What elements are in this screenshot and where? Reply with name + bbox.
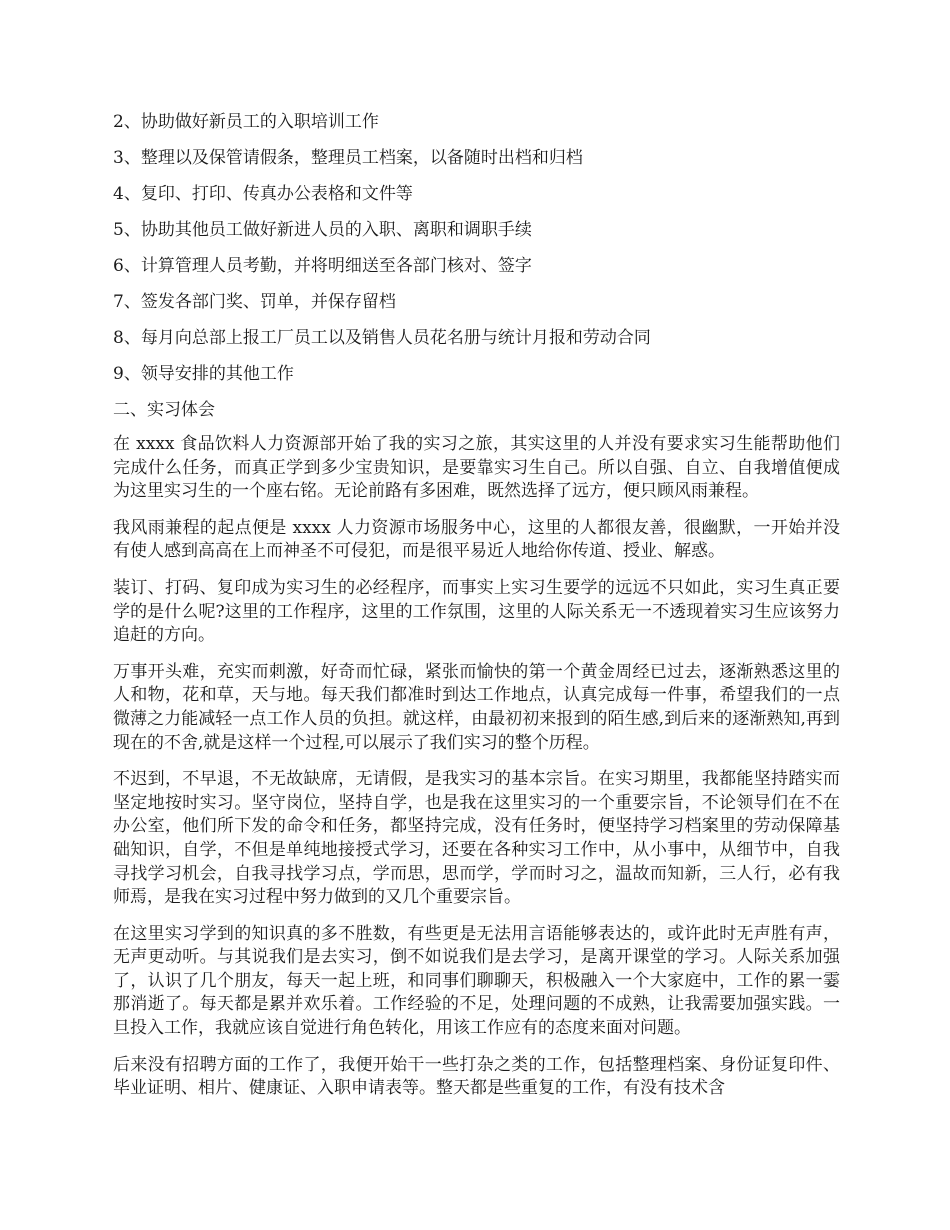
paragraph: 不迟到，不早退，不无故缺席，无请假，是我实习的基本宗旨。在实习期里，我都能坚持踏实而坚定地按时实习。坚守岗位，坚持自学，也是我在这里实习的一个重要宗旨，不论领导们在不在办公室，他们所下发的命令和任务，都坚持完成，没有任务时，便坚持学习档案里的劳动保障基础知识，自学，不但是单纯地接授式学习，还要在各种实习工作中，从小事中，从细节中，自我寻找学习机会，自我寻找学习点，学而思，思而学，学而时习之，温故而知新，三人行，必有我师焉，是我在实习过程中努力做到的又几个重要宗旨。 [113,769,840,908]
list-item: 3、整理以及保管请假条，整理员工档案，以备随时出档和归档 [113,148,583,168]
paragraph: 装订、打码、复印成为实习生的必经程序，而事实上实习生要学的远远不只如此，实习生真正要学的是什么呢?这里的工作程序，这里的工作氛围，这里的人际关系无一不透现着实习生应该努力追赶的方向。 [113,577,840,646]
section-heading: 二、实习体会 [113,400,215,420]
list-item: 7、签发各部门奖、罚单，并保存留档 [113,292,396,312]
paragraph: 万事开头难，充实而刺激，好奇而忙碌，紧张而愉快的第一个黄金周经已过去，逐渐熟悉这里的人和物，花和草，天与地。每天我们都准时到达工作地点，认真完成每一件事，希望我们的一点微薄之力能减轻一点工作人员的负担。就这样，由最初初来报到的陌生感,到后来的逐渐熟知,再到现在的不舍,就是这样一个过程,可以展示了我们实习的整个历程。 [113,661,840,753]
paragraph: 后来没有招聘方面的工作了，我便开始干一些打杂之类的工作，包括整理档案、身份证复印件、毕业证明、相片、健康证、入职申请表等。整天都是些重复的工作，有没有技术含 [113,1054,840,1099]
list-item: 2、协助做好新员工的入职培训工作 [113,112,379,132]
list-item: 9、领导安排的其他工作 [113,364,294,384]
paragraph: 在这里实习学到的知识真的多不胜数，有些更是无法用言语能够表达的，或许此时无声胜有声，无声更动听。与其说我们是去实习，倒不如说我们是去学习，是离开课堂的学习。人际关系加强了，认识了几个朋友，每天一起上班，和同事们聊聊天，积极融入一个大家庭中，工作的累一霎那消逝了。每天都是累并欢乐着。工作经验的不足，处理问题的不成熟，让我需要加强实践。一旦投入工作，我就应该自觉进行角色转化，用该工作应有的态度来面对问题。 [113,923,840,1039]
list-item: 4、复印、打印、传真办公表格和文件等 [113,184,413,204]
document-page [113,110,840,1114]
paragraph: 我风雨兼程的起点便是 xxxx 人力资源市场服务中心，这里的人都很友善，很幽默，一开始并没有使人感到高高在上而神圣不可侵犯，而是很平易近人地给你传道、授业、解惑。 [113,517,840,562]
paragraph: 在 xxxx 食品饮料人力资源部开始了我的实习之旅，其实这里的人并没有要求实习生能帮助他们完成什么任务，而真正学到多少宝贵知识，是要靠实习生自己。所以自强、自立、自我增值便成为这里实习生的一个座右铭。无论前路有多困难，既然选择了远方，便只顾风雨兼程。 [113,434,840,502]
list-item: 6、计算管理人员考勤，并将明细送至各部门核对、签字 [113,256,532,276]
list-item: 5、协助其他员工做好新进人员的入职、离职和调职手续 [113,220,532,240]
list-item: 8、每月向总部上报工厂员工以及销售人员花名册与统计月报和劳动合同 [113,328,651,348]
